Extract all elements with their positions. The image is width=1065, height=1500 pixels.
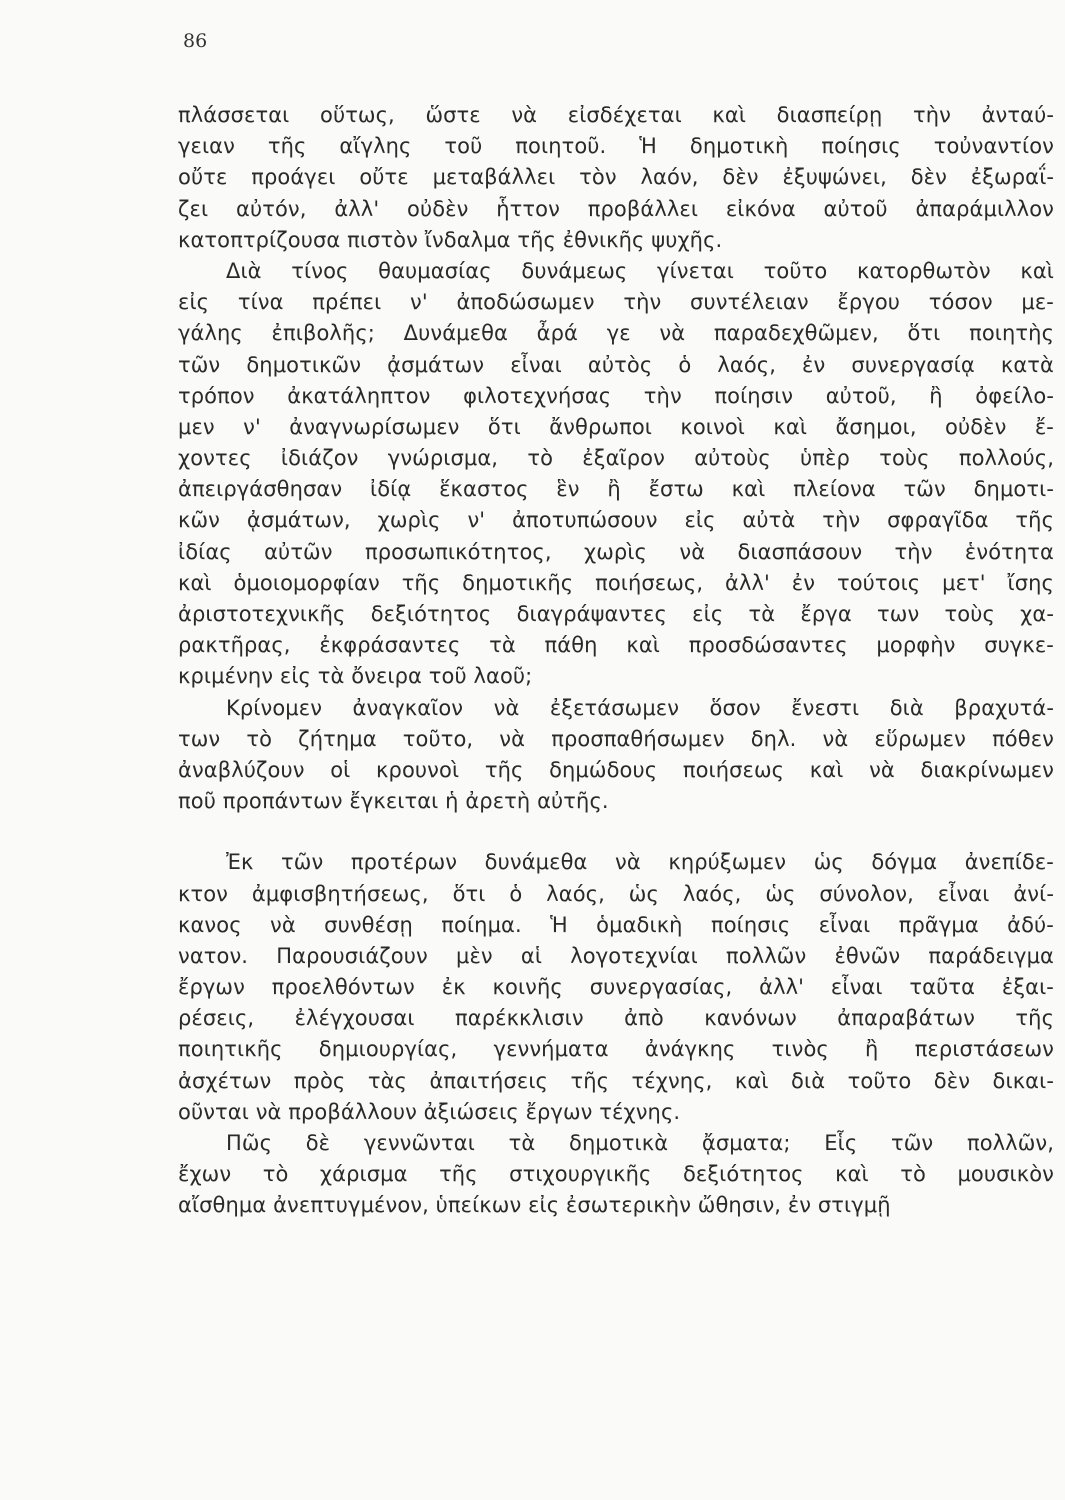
text-line: ἰδίας αὐτῶν προσωπικότητος, χωρὶς νὰ διασπάσουν τὴν ἑνότητα xyxy=(178,539,1054,564)
text-line: ἀναβλύζουν οἱ κρουνοὶ τῆς δημώδους ποιήσεως καὶ νὰ διακρίνωμεν xyxy=(178,757,1054,782)
body-text xyxy=(178,100,1054,1222)
text-line: εἰς τίνα πρέπει ν' ἀποδώσωμεν τὴν συντέλειαν ἔργου τόσον με- xyxy=(178,290,1054,315)
text-line: ἔργων προελθόντων ἐκ κοινῆς συνεργασίας, ἀλλ' εἶναι ταῦτα ἐξαι- xyxy=(178,975,1054,1000)
text-line: Κρίνομεν ἀναγκαῖον νὰ ἐξετάσωμεν ὅσον ἔνεστι διὰ βραχυτά- xyxy=(226,695,1054,720)
text-line: κῶν ᾀσμάτων, χωρὶς ν' ἀποτυπώσουν εἰς αὐτὰ τὴν σφραγῖδα τῆς xyxy=(178,508,1054,533)
text-line: καὶ ὁμοιομορφίαν τῆς δημοτικῆς ποιήσεως, ἀλλ' ἐν τούτοις μετ' ἴσης xyxy=(178,570,1054,595)
text-line: ρακτῆρας, ἐκφράσαντες τὰ πάθη καὶ προσδώσαντες μορφὴν συγκε- xyxy=(178,633,1054,658)
text-line: κριμένην εἰς τὰ ὄνειρα τοῦ λαοῦ; xyxy=(178,664,533,689)
text-line: ἔχων τὸ χάρισμα τῆς στιχουργικῆς δεξιότητος καὶ τὸ μουσικὸν xyxy=(178,1162,1054,1187)
text-line: αἴσθημα ἀνεπτυγμένον, ὑπείκων εἰς ἐσωτερικὴν ὤθησιν, ἐν στιγμῇ xyxy=(178,1193,891,1218)
text-line: ποῦ προπάντων ἔγκειται ἡ ἀρετὴ αὐτῆς. xyxy=(178,789,609,814)
text-line: Ἐκ τῶν προτέρων δυνάμεθα νὰ κηρύξωμεν ὡς δόγμα ἀνεπίδε- xyxy=(226,850,1054,875)
text-line: Διὰ τίνος θαυμασίας δυνάμεως γίνεται τοῦτο κατορθωτὸν καὶ xyxy=(226,258,1054,283)
text-line: οὔτε προάγει οὔτε μεταβάλλει τὸν λαόν, δὲν ἐξυψώνει, δὲν ἐξωραΐ- xyxy=(178,165,1054,190)
text-line: Πῶς δὲ γεννῶνται τὰ δημοτικὰ ᾄσματα; Εἷς τῶν πολλῶν, xyxy=(226,1131,1054,1155)
paragraph xyxy=(178,693,1054,818)
paragraph xyxy=(178,256,1054,693)
text-line: γάλης ἐπιβολῆς; Δυνάμεθα ἆρά γε νὰ παραδεχθῶμεν, ὅτι ποιητὴς xyxy=(178,321,1054,346)
text-line: κανος νὰ συνθέσῃ ποίημα. Ἡ ὁμαδικὴ ποίησις εἶναι πρᾶγμα ἀδύ- xyxy=(178,912,1054,937)
paragraph xyxy=(178,1128,1054,1222)
page-number: 86 xyxy=(183,30,208,52)
text-line: πλάσσεται οὕτως, ὥστε νὰ εἰσδέχεται καὶ διασπείρῃ τὴν ἀνταύ- xyxy=(178,103,1054,127)
text-line: τῶν δημοτικῶν ᾀσμάτων εἶναι αὐτὸς ὁ λαός, ἐν συνεργασίᾳ κατὰ xyxy=(178,352,1054,377)
text-line: τρόπον ἀκατάληπτον φιλοτεχνήσας τὴν ποίησιν αὐτοῦ, ἢ ὀφείλο- xyxy=(178,383,1054,408)
text-line: κατοπτρίζουσα πιστὸν ἴνδαλμα τῆς ἐθνικῆς ψυχῆς. xyxy=(178,227,723,252)
text-line: κτον ἀμφισβητήσεως, ὅτι ὁ λαός, ὡς λαός, ὡς σύνολον, εἶναι ἀνί- xyxy=(178,881,1054,906)
text-line: ἀριστοτεχνικῆς δεξιότητος διαγράψαντες εἰς τὰ ἔργα των τοὺς χα- xyxy=(178,602,1054,626)
paragraph xyxy=(178,100,1054,256)
text-line: ζει αὐτόν, ἀλλ' οὐδὲν ἧττον προβάλλει εἰκόνα αὐτοῦ ἀπαράμιλλον xyxy=(178,196,1054,221)
text-line: χοντες ἰδιάζον γνώρισμα, τὸ ἐξαῖρον αὐτοὺς ὑπὲρ τοὺς πολλούς, xyxy=(178,446,1054,471)
text-line: ἀπειργάσθησαν ἰδίᾳ ἕκαστος ἓν ἢ ἔστω καὶ πλείονα τῶν δημοτι- xyxy=(178,477,1054,502)
text-line: ρέσεις, ἐλέγχουσαι παρέκκλισιν ἀπὸ κανόνων ἀπαραβάτων τῆς xyxy=(178,1006,1054,1031)
text-line: γειαν τῆς αἴγλης τοῦ ποιητοῦ. Ἡ δημοτικὴ ποίησις τοὐναντίον xyxy=(178,134,1054,159)
text-line: νατον. Παρουσιάζουν μὲν αἱ λογοτεχνίαι πολλῶν ἐθνῶν παράδειγμα xyxy=(178,943,1054,968)
paragraph xyxy=(178,847,1054,1128)
text-line: των τὸ ζήτημα τοῦτο, νὰ προσπαθήσωμεν δηλ. νὰ εὕρωμεν πόθεν xyxy=(178,726,1054,751)
text-line: ποιητικῆς δημιουργίας, γεννήματα ἀνάγκης τινὸς ἢ περιστάσεων xyxy=(178,1037,1054,1062)
text-line: μεν ν' ἀναγνωρίσωμεν ὅτι ἄνθρωποι κοινοὶ καὶ ἄσημοι, οὐδὲν ἔ- xyxy=(178,414,1054,439)
text-line: οῦνται νὰ προβάλλουν ἀξιώσεις ἔργων τέχνης. xyxy=(178,1099,681,1124)
paragraph-gap xyxy=(178,817,1054,847)
text-line: ἀσχέτων πρὸς τὰς ἀπαιτήσεις τῆς τέχνης, καὶ διὰ τοῦτο δὲν δικαι- xyxy=(178,1068,1054,1093)
